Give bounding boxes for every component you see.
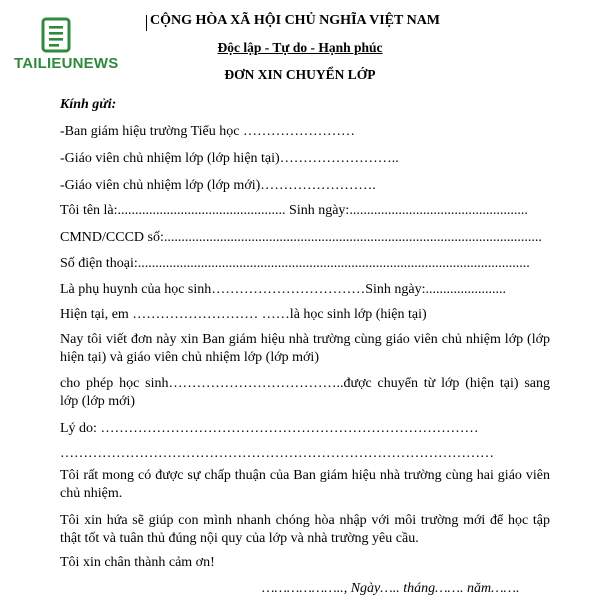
motto-text: Độc lập - Tự do - Hạnh phúc bbox=[217, 40, 383, 55]
date-line: ……………….., Ngày….. tháng……. năm……. bbox=[262, 581, 520, 596]
transfer-paragraph: cho phép học sinh………………………………..được chuyển từ lớp (hiện tại) sang lớp (lớp mới) bbox=[60, 376, 550, 409]
phone-line: Số điện thoại:................................................................................................................ bbox=[60, 256, 530, 271]
reason-line-continued: ………………………………………………………………………………… bbox=[60, 446, 494, 461]
motto-heading bbox=[0, 40, 600, 56]
greeting: Kính gửi: bbox=[60, 97, 117, 112]
parent-line: Là phụ huynh của học sinh……………………………Sinh ngày:....................... bbox=[60, 282, 507, 297]
name-line: Tôi tên là:................................................ Sinh ngày:................................................... bbox=[60, 203, 528, 218]
thanks-line: Tôi xin chân thành cảm ơn! bbox=[60, 555, 215, 570]
recipient-line: -Giáo viên chủ nhiệm lớp (lớp hiện tại)…………………….. bbox=[60, 151, 399, 166]
document-title: ĐƠN XIN CHUYỂN LỚP bbox=[224, 67, 376, 82]
promise-paragraph: Tôi xin hứa sẽ giúp con mình nhanh chóng hòa nhập với môi trường mới để học tập thật tốt và tuân thủ đúng nội quy của lớp và nhà trường yêu cầu. bbox=[60, 513, 550, 546]
country-heading: CỘNG HÒA XÃ HỘI CHỦ NGHĨA VIỆT NAM bbox=[150, 13, 441, 28]
logo-text: TAILIEUNEWS bbox=[14, 55, 119, 72]
request-paragraph: Nay tôi viết đơn này xin Ban giám hiệu nhà trường cùng giáo viên chủ nhiệm lớp (lớp hiện tại) và giáo viên chủ nhiệm lớp (lớp mới) bbox=[60, 332, 550, 365]
hope-paragraph: Tôi rất mong có được sự chấp thuận của Ban giám hiệu nhà trường cùng hai giáo viên chủ nhiệm. bbox=[60, 468, 550, 501]
recipient-line: -Ban giám hiệu trường Tiểu học …………………… bbox=[60, 124, 355, 139]
reason-line: Lý do: ……………………………………………………………………… bbox=[60, 421, 479, 436]
id-line: CMND/CCCD số:............................................................................................................ bbox=[60, 230, 542, 245]
current-class-line: Hiện tại, em ……………………… ……là học sinh lớp (hiện tại) bbox=[60, 307, 427, 322]
recipient-line: -Giáo viên chủ nhiệm lớp (lớp mới)……………………. bbox=[60, 178, 376, 193]
